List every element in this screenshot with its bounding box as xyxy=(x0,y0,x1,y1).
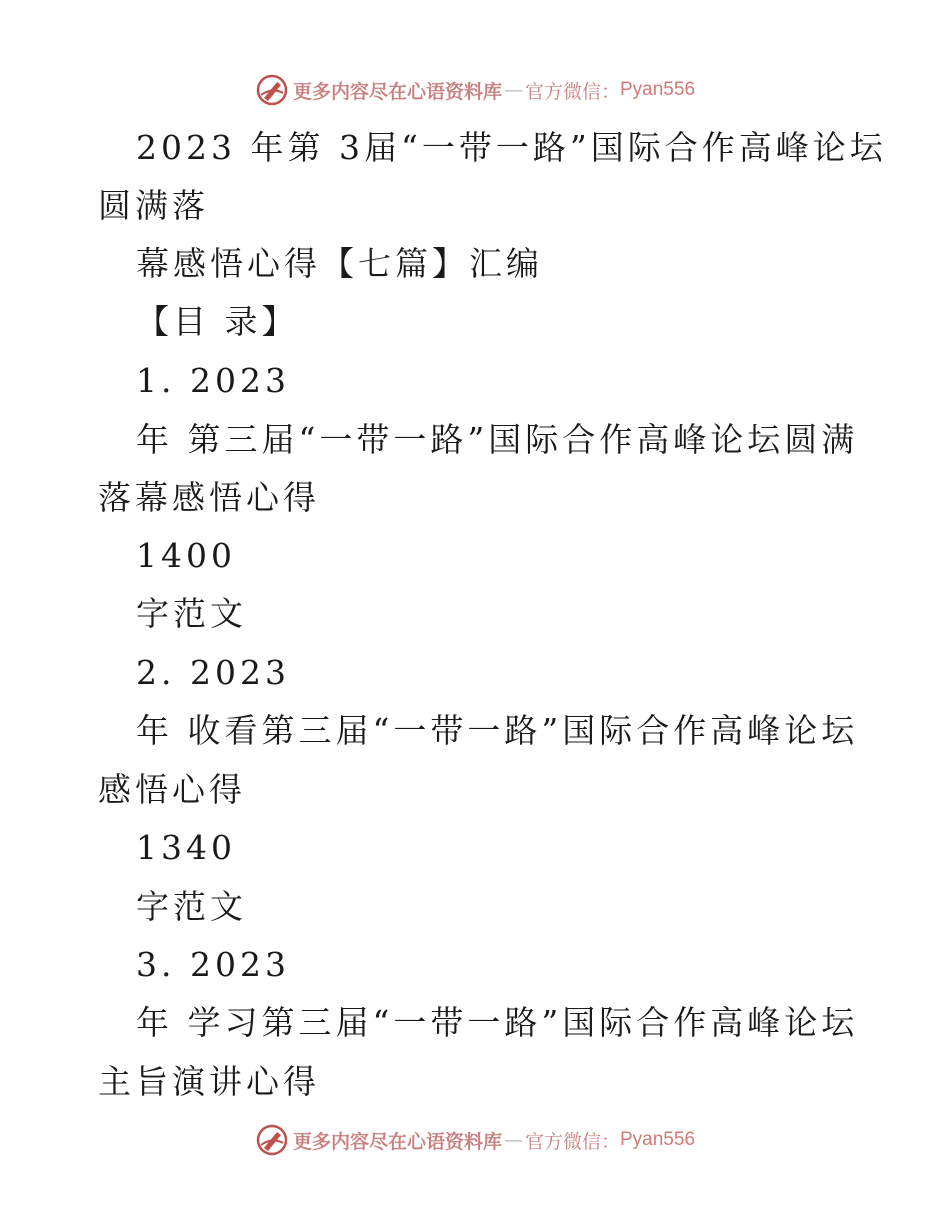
watermark-dash: — xyxy=(503,79,523,101)
header-watermark xyxy=(0,70,950,110)
watermark-brand-text: 更多内容尽在心语资料库 xyxy=(292,1130,502,1153)
pen-logo-icon xyxy=(255,73,289,107)
toc-heading: 【目 录】 xyxy=(136,302,299,341)
toc-item-1-line-b: 落幕感悟心得 xyxy=(98,478,320,517)
title-line-3: 幕感悟心得【七篇】汇编 xyxy=(136,244,543,283)
toc-item-1-line-a: 年 第三届“一带一路”国际合作高峰论坛圆满 xyxy=(136,420,859,459)
toc-item-3-line-a: 年 学习第三届“一带一路”国际合作高峰论坛 xyxy=(136,1003,859,1042)
toc-item-2-count: 1340 xyxy=(136,828,236,867)
toc-item-2-line-b: 感悟心得 xyxy=(98,770,246,809)
watermark-brand-text: 更多内容尽在心语资料库 xyxy=(292,80,502,103)
title-line-1: 2023 年第 3届“一带一路”国际合作高峰论坛 xyxy=(136,128,887,167)
footer-watermark xyxy=(0,1120,950,1160)
toc-item-1-suffix: 字范文 xyxy=(136,594,247,633)
watermark-wechat-label: 官方微信： xyxy=(524,1130,620,1153)
toc-item-1-count: 1400 xyxy=(136,536,236,575)
watermark-wechat-id: Pyan556 xyxy=(620,1129,696,1150)
pen-logo-icon xyxy=(255,1123,289,1157)
toc-item-2-suffix: 字范文 xyxy=(136,887,247,926)
toc-item-1-number: 1. 2023 xyxy=(136,361,290,400)
toc-item-2-line-a: 年 收看第三届“一带一路”国际合作高峰论坛 xyxy=(136,711,859,750)
watermark-dash: — xyxy=(503,1129,523,1151)
toc-item-3-number: 3. 2023 xyxy=(136,945,290,984)
watermark-wechat-label: 官方微信： xyxy=(524,80,620,103)
watermark-wechat-id: Pyan556 xyxy=(620,79,696,100)
toc-item-2-number: 2. 2023 xyxy=(136,653,290,692)
toc-item-3-line-b: 主旨演讲心得 xyxy=(98,1062,320,1101)
watermark-content xyxy=(255,73,695,107)
title-line-2: 圆满落 xyxy=(98,186,209,225)
watermark-content xyxy=(255,1123,695,1157)
